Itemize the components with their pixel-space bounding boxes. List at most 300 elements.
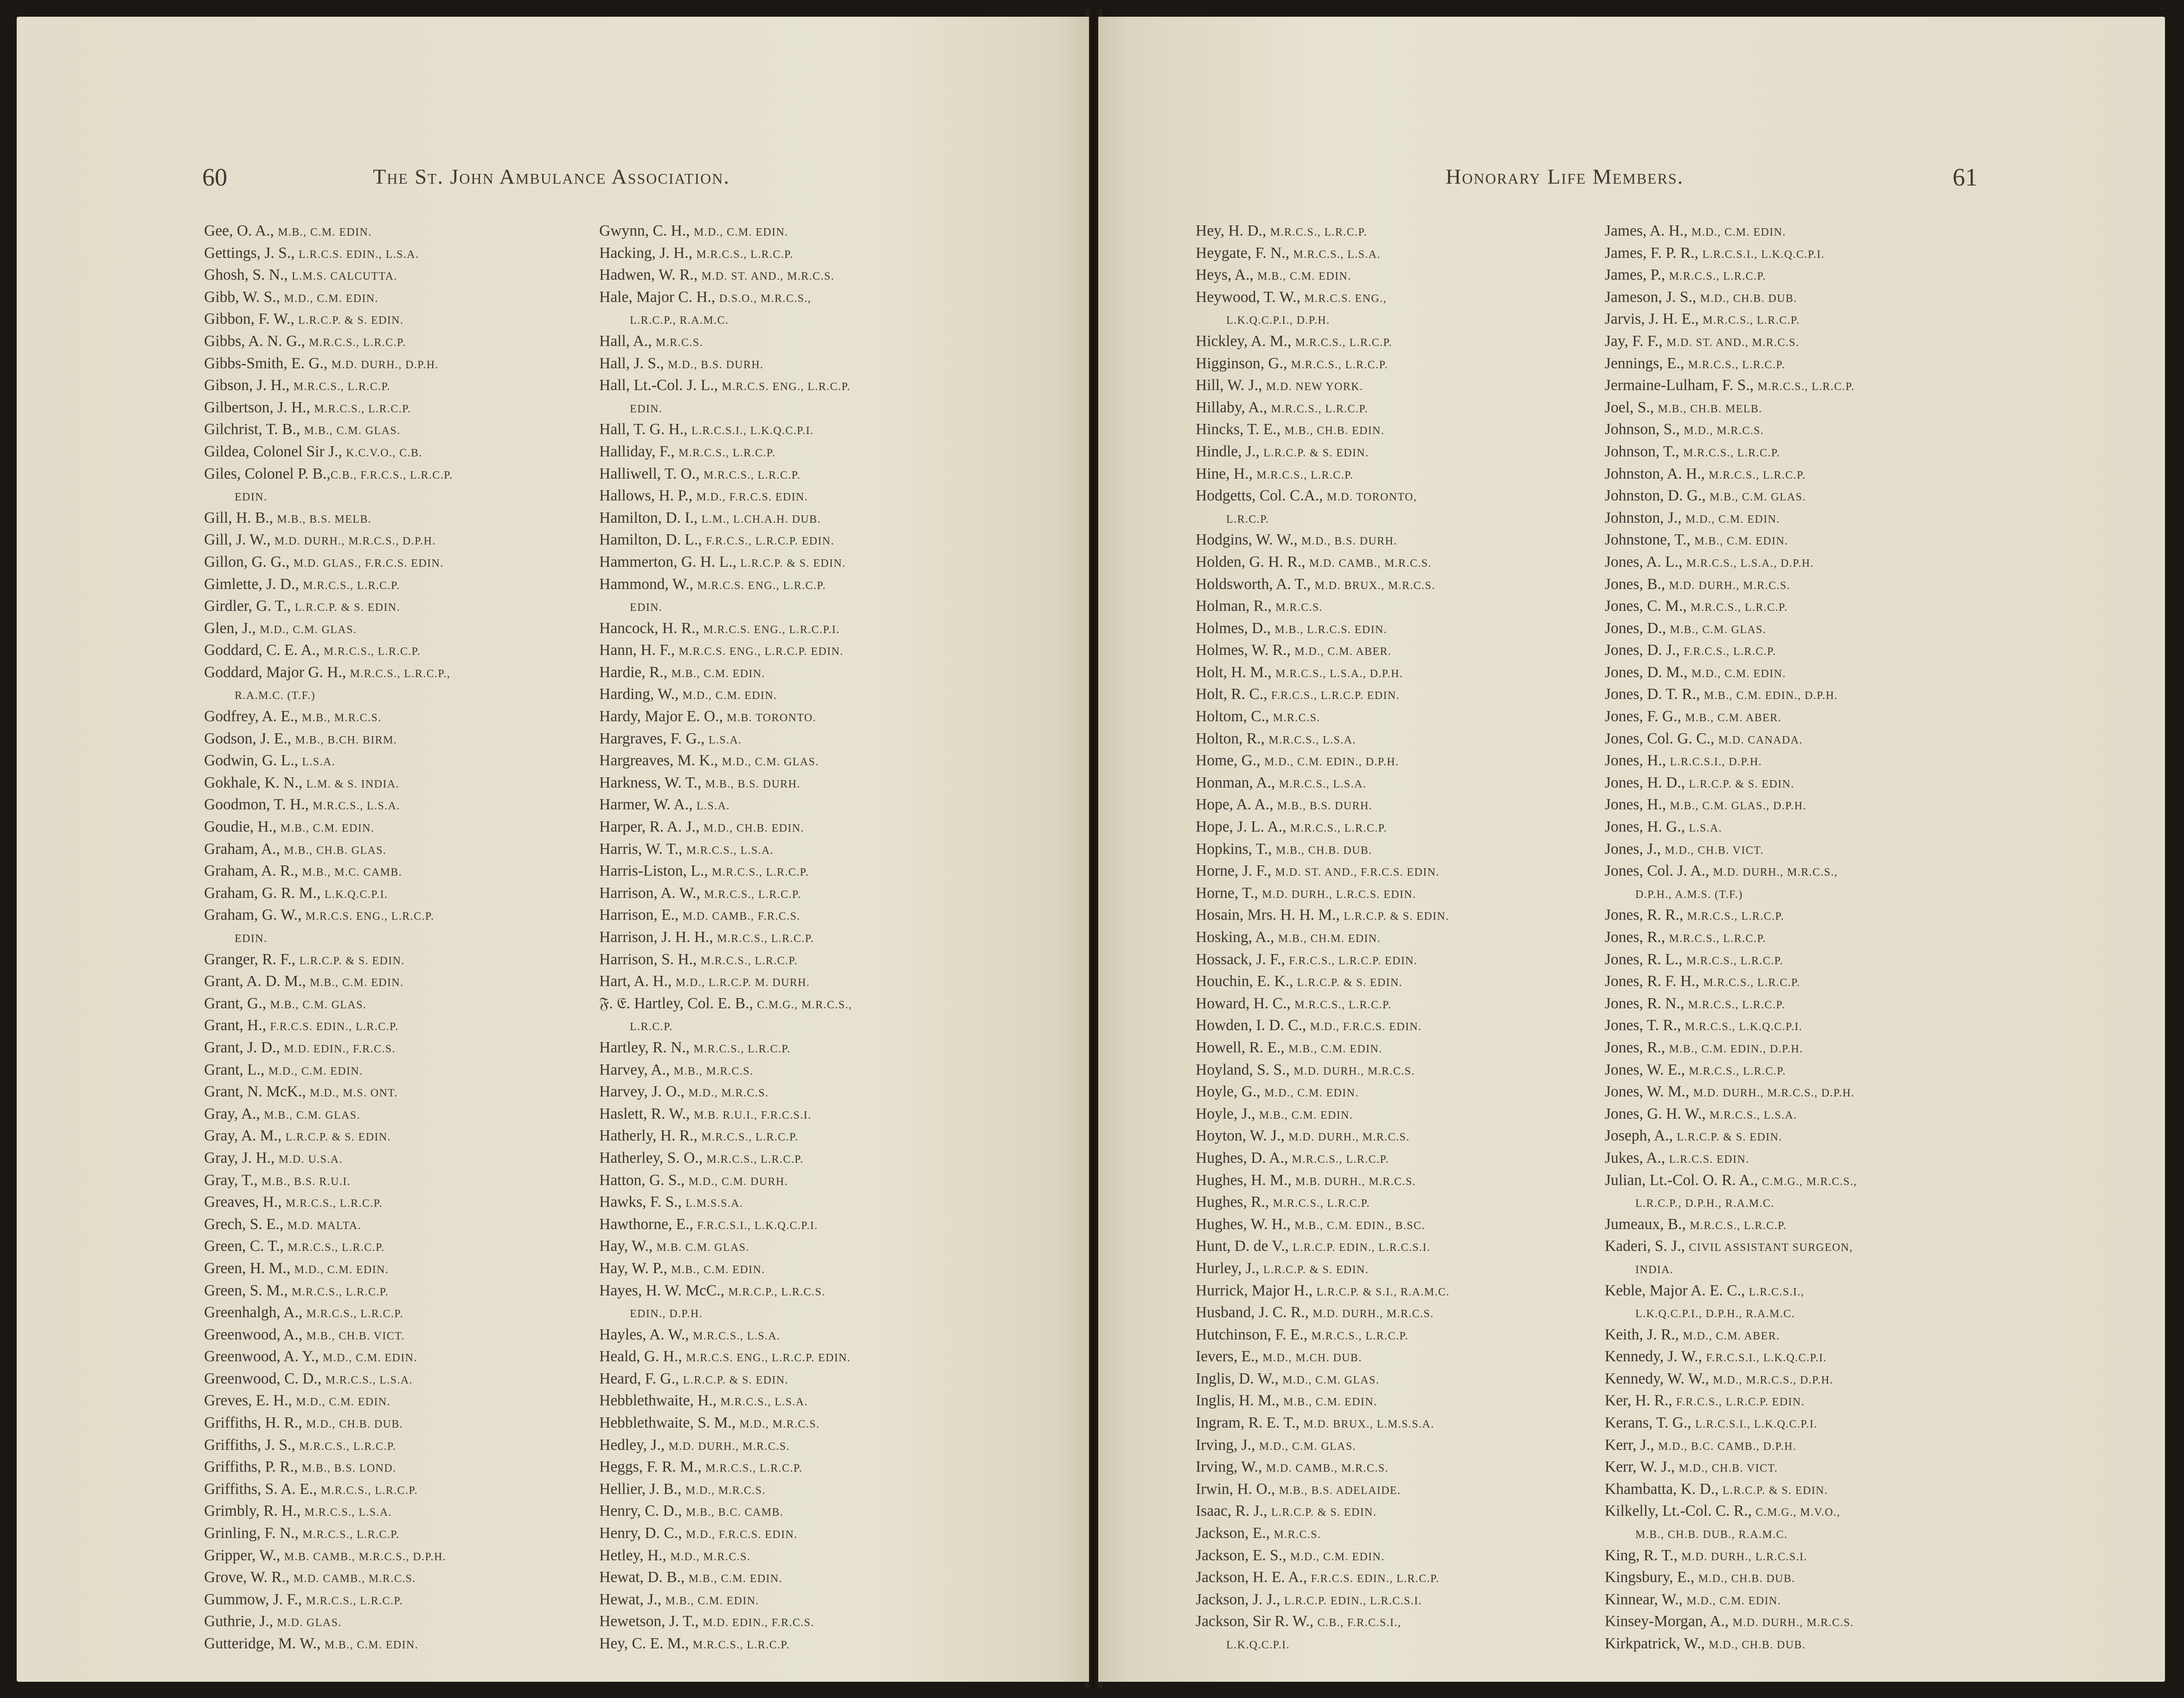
member-qualifications: M.B., B.S. ADELAIDE. (1279, 1484, 1401, 1497)
member-name: Hosking, A., (1196, 929, 1278, 946)
member-qualifications: M.R.C.S., L.R.C.P. (700, 955, 798, 967)
member-entry (599, 1567, 852, 1589)
member-entry (599, 750, 852, 773)
member-name: Holton, R., (1196, 730, 1269, 747)
member-name: Harrison, E., (599, 906, 683, 924)
member-qualifications: M.B., C.M. EDIN. (1259, 1109, 1353, 1121)
member-entry (1196, 1457, 1450, 1479)
member-name: Harrison, J. H. H., (599, 929, 717, 946)
member-entry (204, 574, 453, 596)
member-entry (599, 1258, 852, 1281)
member-name: Keble, Major A. E. C., (1605, 1282, 1749, 1299)
member-entry-continuation (1605, 883, 1857, 905)
member-name: Grimbly, R. H., (204, 1502, 305, 1520)
member-entry (1196, 1346, 1450, 1369)
member-name: Green, C. T., (204, 1237, 288, 1255)
member-entry (1605, 1634, 1857, 1656)
member-qualifications: EDIN. (235, 491, 268, 504)
member-qualifications: L.R.C.P. (1226, 513, 1269, 525)
member-qualifications: M.D., C.M. EDIN. (1685, 513, 1780, 525)
member-name: Howell, R. E., (1196, 1038, 1289, 1056)
member-qualifications: CIVIL ASSISTANT SURGEON, (1689, 1242, 1853, 1254)
member-qualifications: M.R.C.S., L.R.C.P. (693, 1043, 791, 1055)
member-qualifications: M.R.C.S., L.R.C.P. (679, 447, 776, 459)
member-name: Hewat, D. B., (599, 1569, 689, 1586)
member-name: Haslett, R. W., (599, 1105, 694, 1122)
member-entry (599, 949, 852, 972)
member-qualifications: M.D. CAMB., M.R.C.S. (1309, 557, 1432, 570)
member-qualifications: M.R.C.S., L.K.Q.C.P.I. (1684, 1021, 1803, 1033)
member-qualifications: M.R.C.S., L.R.C.P. (696, 248, 794, 261)
member-qualifications: M.D., CH.B. DUB. (306, 1418, 403, 1431)
member-qualifications: M.B. R.U.I., F.R.C.S.I. (693, 1109, 812, 1121)
member-entry-continuation (599, 309, 852, 331)
member-entry (1605, 839, 1857, 861)
member-name: Gilbertson, J. H., (204, 398, 314, 416)
member-name: Greenwood, A. Y., (204, 1348, 323, 1365)
member-name: Godwin, G. L., (204, 752, 302, 769)
member-name: Inglis, D. W., (1196, 1370, 1283, 1387)
member-qualifications: M.B., C.M. GLAS. (264, 1109, 360, 1121)
member-entry (1196, 1302, 1450, 1325)
member-name: Hartley, R. N., (599, 1038, 694, 1056)
member-qualifications: M.R.C.S., L.R.C.P., (350, 667, 451, 680)
member-name: Hawks, F. S., (599, 1193, 686, 1211)
member-entry (204, 1214, 453, 1237)
member-name: Harmer, W. A., (599, 796, 697, 814)
member-qualifications: M.R.C.S., L.S.A. (313, 800, 400, 813)
member-qualifications: M.B., C.M. EDIN. (671, 1263, 765, 1276)
member-name: Gilchrist, T. B., (204, 421, 304, 438)
member-name: Kirkpatrick, W., (1605, 1635, 1709, 1652)
member-name: Horne, T., (1196, 884, 1262, 902)
member-qualifications: M.B., C.M. EDIN. (665, 1595, 759, 1607)
member-entry (1605, 905, 1857, 927)
member-entry (1196, 1148, 1450, 1170)
member-name: Hardy, Major E. O., (599, 708, 727, 725)
member-name: Gutteridge, M. W., (204, 1635, 325, 1652)
member-entry (599, 331, 852, 353)
member-entry (599, 1148, 852, 1170)
member-qualifications: M.B. TORONTO. (727, 712, 816, 724)
member-entry (1605, 640, 1857, 662)
member-qualifications: L.R.C.P. EDIN., L.R.C.S.I. (1293, 1242, 1431, 1254)
member-qualifications: M.D. GLAS. (277, 1617, 342, 1629)
member-entry (599, 1082, 852, 1104)
member-entry (1196, 331, 1450, 353)
member-entry-continuation (1196, 309, 1450, 331)
member-entry (599, 442, 852, 464)
member-name: Jones, W. E., (1605, 1061, 1689, 1078)
member-qualifications: M.D. DURH., M.R.C.S. (1669, 579, 1791, 592)
member-entry (599, 817, 852, 839)
member-name: Hacking, J. H., (599, 244, 697, 262)
member-qualifications: L.M.S.S.A. (685, 1198, 743, 1210)
member-entry-continuation (1196, 1634, 1450, 1656)
member-name: Heard, F. G., (599, 1370, 683, 1387)
member-qualifications: M.R.C.S., L.R.C.P. (717, 933, 814, 945)
member-qualifications: M.D., B.C. CAMB., D.P.H. (1658, 1440, 1797, 1453)
member-entry (599, 1236, 852, 1258)
member-qualifications: M.D., M.CH. DUB. (1262, 1352, 1362, 1365)
member-qualifications: M.B. DURH., M.R.C.S. (1295, 1175, 1416, 1188)
member-qualifications: M.B., CH.B. EDIN. (1284, 425, 1385, 437)
member-entry (204, 1634, 453, 1656)
member-qualifications: L.R.C.P. & S. EDIN. (1297, 977, 1403, 989)
member-entry-continuation (1605, 1258, 1857, 1281)
member-name: Johnson, S., (1605, 421, 1684, 438)
member-entry (1196, 817, 1450, 839)
member-name: Gill, H. B., (204, 509, 277, 526)
member-name: Howden, I. D. C., (1196, 1017, 1310, 1034)
member-qualifications: M.D., L.R.C.P. M. DURH. (675, 977, 810, 989)
member-entry (1605, 1413, 1857, 1435)
member-entry (599, 1346, 852, 1369)
member-entry (1196, 729, 1450, 751)
member-entry (1605, 1390, 1857, 1413)
member-entry (204, 1457, 453, 1479)
member-name: Hancock, H. R., (599, 619, 704, 637)
member-entry (204, 1346, 453, 1369)
member-entry (1605, 1015, 1857, 1038)
member-qualifications: M.R.C.S., L.R.C.P. (1757, 381, 1855, 393)
member-name: Jennings, E., (1605, 354, 1688, 372)
member-entry (599, 1523, 852, 1545)
member-entry (599, 375, 852, 397)
member-qualifications: M.R.C.S., L.R.C.P. (1273, 1198, 1370, 1210)
member-name: Hargraves, F. G., (599, 730, 709, 747)
member-entry (599, 552, 852, 574)
member-qualifications: M.B., C.M. GLAS. (1670, 623, 1767, 636)
member-entry (204, 1501, 453, 1523)
member-qualifications: L.K.Q.C.P.I., D.P.H. (1226, 314, 1330, 327)
member-name: Jukes, A., (1605, 1149, 1669, 1166)
member-qualifications: L.K.Q.C.P.I. (324, 888, 388, 901)
member-entry (204, 331, 453, 353)
member-qualifications: L.K.Q.C.P.I., D.P.H., R.A.M.C. (1635, 1308, 1795, 1320)
member-qualifications: L.R.C.P. & S. EDIN. (1722, 1484, 1828, 1497)
member-name: Hughes, H. M., (1196, 1171, 1295, 1189)
member-entry (1196, 464, 1450, 486)
member-name: Kilkelly, Lt.-Col. C. R., (1605, 1502, 1756, 1520)
member-qualifications: M.R.C.S., L.R.C.P. (1294, 999, 1392, 1011)
member-qualifications: M.B., C.M. GLAS. (304, 425, 401, 437)
member-qualifications: M.D. DURH., M.R.C.S. (1313, 1308, 1434, 1320)
member-qualifications: M.D. CAMB., F.R.C.S. (682, 910, 801, 923)
member-qualifications: M.D., C.M. EDIN. (296, 1396, 391, 1409)
member-entry (204, 706, 453, 729)
member-entry (1605, 795, 1857, 817)
member-qualifications: M.D., F.R.C.S. EDIN. (696, 491, 808, 504)
member-name: Harvey, A., (599, 1061, 674, 1078)
member-name: James, P., (1605, 266, 1669, 284)
member-name: Halliwell, T. O., (599, 465, 704, 482)
member-name: Hurrick, Major H., (1196, 1282, 1317, 1299)
member-qualifications: M.B., C.M. EDIN. (688, 1573, 783, 1585)
member-entry (1196, 949, 1450, 972)
member-entry (599, 795, 852, 817)
member-qualifications: EDIN. (235, 933, 268, 945)
member-entry (204, 1281, 453, 1303)
member-name: Jones, D., (1605, 619, 1670, 637)
member-qualifications: M.B., B.S. DURH. (705, 778, 801, 790)
member-name: Jones, R., (1605, 1038, 1669, 1056)
member-name: Hossack, J. F., (1196, 950, 1289, 968)
member-name: Jones, H., (1605, 752, 1670, 769)
member-name: Heygate, F. N., (1196, 244, 1294, 262)
member-name: Giles, Colonel P. B., (204, 465, 331, 482)
member-entry (1196, 1413, 1450, 1435)
member-name: Jones, Col. J. A., (1605, 862, 1713, 880)
member-qualifications: M.D., C.M. EDIN. (1691, 667, 1786, 680)
member-qualifications: D.S.O., M.R.C.S., (719, 292, 812, 305)
member-name: Jermaine-Lulham, F. S., (1605, 377, 1758, 394)
member-qualifications: M.B., B.S. LOND. (301, 1462, 397, 1475)
member-name: Hurley, J., (1196, 1259, 1263, 1277)
member-name: Jackson, E. S., (1196, 1546, 1290, 1564)
running-head: Honorary Life Members. (1446, 165, 1684, 188)
member-name: Graham, G. R. M., (204, 884, 325, 902)
member-entry (204, 1611, 453, 1634)
member-name: Jones, A. L., (1605, 553, 1686, 570)
member-entry-continuation (599, 1302, 852, 1325)
member-entry (599, 1435, 852, 1457)
member-qualifications: M.R.C.S., L.R.C.P. (1292, 1153, 1389, 1166)
member-qualifications: M.D., CH.B. DUB. (1700, 292, 1797, 305)
member-name: Grant, N. McK., (204, 1083, 310, 1101)
member-name: Gray, A. M., (204, 1127, 286, 1145)
member-name: Johnson, T., (1605, 442, 1684, 460)
member-name: Hatton, G. S., (599, 1171, 689, 1189)
member-entry (1196, 574, 1450, 596)
member-entry (599, 1457, 852, 1479)
member-entry (1605, 287, 1857, 309)
member-name: Jones, R., (1605, 929, 1669, 946)
member-qualifications: L.R.C.S.I., L.K.Q.C.P.I. (1695, 1418, 1818, 1431)
member-qualifications: M.R.C.S., L.R.C.P. (1691, 602, 1788, 614)
member-name: Husband, J. C. R., (1196, 1304, 1313, 1321)
member-name: Hewetson, J. T., (599, 1613, 703, 1630)
member-name: Green, H. M., (204, 1259, 295, 1277)
member-name: Holmes, D., (1196, 619, 1275, 637)
member-qualifications: L.M.S. CALCUTTA. (291, 270, 397, 283)
member-entry (1605, 1236, 1857, 1258)
member-qualifications: M.D. DURH., M.R.C.S. (1732, 1617, 1854, 1629)
member-entry (599, 574, 852, 596)
member-qualifications: M.D., C.M. EDIN. (693, 226, 788, 238)
member-qualifications: M.B., C.M. EDIN. (1283, 1396, 1377, 1409)
member-qualifications: M.R.C.S., L.R.C.P. (1270, 226, 1367, 238)
member-entry (599, 706, 852, 729)
member-entry (1605, 684, 1857, 706)
member-name: Hindle, J., (1196, 442, 1264, 460)
member-entry (1196, 1082, 1450, 1104)
member-entry (204, 1060, 453, 1082)
member-entry (1196, 684, 1450, 706)
member-qualifications: L.R.C.P. & S. EDIN. (683, 1374, 788, 1386)
member-name: Jackson, E., (1196, 1525, 1274, 1542)
member-qualifications: L.R.C.S. EDIN. (1669, 1153, 1749, 1166)
member-qualifications: M.B., M.R.C.S. (673, 1065, 754, 1077)
member-entry (599, 729, 852, 751)
member-entry (204, 993, 453, 1016)
member-entry (1605, 331, 1857, 353)
member-name: Hann, H. F., (599, 641, 679, 659)
member-qualifications: EDIN. (630, 403, 663, 415)
member-name: Gibb, W. S., (204, 288, 284, 306)
member-qualifications: L.R.C.S.I., L.K.Q.C.P.I. (1702, 248, 1825, 261)
member-entry (1605, 552, 1857, 574)
member-name: Hewat, J., (599, 1590, 666, 1608)
member-entry (599, 353, 852, 376)
member-entry (1196, 1589, 1450, 1612)
member-name: Hetley, H., (599, 1546, 671, 1564)
member-qualifications: C.M.G., M.R.C.S., (1761, 1175, 1857, 1188)
member-name: Jones, G. H. W., (1605, 1105, 1710, 1122)
member-entry (1605, 1457, 1857, 1479)
member-name: Henry, C. D., (599, 1502, 686, 1520)
member-name: Hoyland, S. S., (1196, 1061, 1294, 1078)
member-qualifications: M.R.C.S., L.R.C.P. (306, 1308, 403, 1320)
member-entry (599, 662, 852, 685)
member-name: Grant, H., (204, 1017, 270, 1034)
member-entry (204, 419, 453, 442)
member-qualifications: M.B., C.M. GLAS. (270, 999, 367, 1011)
member-name: Gimlette, J. D., (204, 575, 303, 593)
member-entry (599, 684, 852, 706)
member-entry (599, 221, 852, 243)
member-qualifications: F.R.C.S.I., L.K.Q.C.P.I. (1706, 1352, 1827, 1365)
member-qualifications: M.R.C.P., L.R.C.S. (728, 1286, 826, 1298)
member-qualifications: M.R.C.S. ENG., L.R.C.P. (305, 910, 435, 923)
member-name: Granger, R. F., (204, 950, 300, 968)
member-entry (204, 265, 453, 287)
member-qualifications: M.B., B.C. CAMB. (685, 1506, 784, 1519)
member-name: Holt, R. C., (1196, 686, 1271, 703)
member-entry (1605, 1060, 1857, 1082)
member-entry (1196, 375, 1450, 397)
member-name: Holt, H. M., (1196, 663, 1276, 681)
member-entry (204, 1545, 453, 1568)
member-name: Hill, W. J., (1196, 377, 1266, 394)
member-qualifications: M.R.C.S., L.R.C.P. (299, 1440, 397, 1453)
member-entry (599, 993, 852, 1016)
member-entry (204, 839, 453, 861)
member-entry (1196, 397, 1450, 420)
member-name: Heywood, T. W., (1196, 288, 1305, 306)
member-qualifications: M.R.C.S., L.R.C.P. (1703, 314, 1800, 327)
member-name: Gibbs-Smith, E. G., (204, 354, 332, 372)
member-qualifications: L.S.A. (696, 800, 730, 813)
member-name: Greaves, H., (204, 1193, 286, 1211)
member-name: Harper, R. A. J., (599, 818, 704, 836)
running-head: The St. John Ambulance Association. (373, 165, 730, 188)
member-qualifications: M.D. DURH., M.R.C.S. (1294, 1065, 1415, 1077)
member-entry (204, 1126, 453, 1148)
member-qualifications: M.D., C.M. GLAS. (722, 756, 819, 769)
member-qualifications: M.B., C.M. GLAS., D.P.H. (1670, 800, 1806, 813)
member-entry (1196, 640, 1450, 662)
member-entry (204, 971, 453, 993)
member-entry (1196, 795, 1450, 817)
member-entry (204, 287, 453, 309)
member-qualifications: M.D., F.R.C.S. EDIN. (1310, 1021, 1422, 1033)
member-entry-continuation (204, 486, 453, 508)
member-name: Hamilton, D. L., (599, 531, 706, 549)
member-entry (1605, 706, 1857, 729)
name-column (204, 221, 453, 1656)
member-entry (1605, 662, 1857, 685)
member-entry (204, 1192, 453, 1214)
member-qualifications: M.R.C.S., L.R.C.P. (1295, 336, 1392, 349)
left-page (17, 17, 1089, 1682)
member-name: Jones, H. D., (1605, 774, 1689, 791)
member-qualifications: M.R.C.S. (1273, 712, 1320, 724)
member-entry (599, 419, 852, 442)
member-qualifications: M.D., C.M. EDIN. (1264, 1087, 1359, 1100)
member-entry (1605, 221, 1857, 243)
member-entry (1196, 530, 1450, 552)
member-qualifications: M.B., B.S. R.U.I. (262, 1175, 351, 1188)
member-entry (204, 1589, 453, 1612)
member-entry-continuation (204, 927, 453, 949)
member-qualifications: M.B., C.M. ABER. (1685, 712, 1781, 724)
member-qualifications: M.R.C.S., L.R.C.P. (1709, 469, 1806, 481)
member-entry (1196, 287, 1450, 309)
member-qualifications: M.D., M.R.C.S., D.P.H. (1713, 1374, 1833, 1386)
member-name: Heggs, F. R. M., (599, 1458, 706, 1476)
member-entry (204, 1523, 453, 1545)
member-name: Gibbon, F. W., (204, 310, 299, 328)
member-entry (1605, 1567, 1857, 1589)
member-name: Griffiths, H. R., (204, 1414, 306, 1432)
member-entry (1196, 1170, 1450, 1192)
member-entry (1605, 1104, 1857, 1126)
member-entry (1196, 486, 1450, 508)
member-name: Irving, W., (1196, 1458, 1266, 1476)
member-name: Hale, Major C. H., (599, 288, 719, 306)
member-entry (599, 1611, 852, 1634)
member-qualifications: M.D. NEW YORK. (1266, 381, 1364, 393)
member-entry (1605, 1148, 1857, 1170)
member-entry (599, 287, 852, 309)
member-entry (1196, 221, 1450, 243)
member-name: Johnston, D. G., (1605, 487, 1710, 505)
member-entry (1605, 375, 1857, 397)
member-qualifications: M.R.C.S., L.R.C.P. (293, 381, 391, 393)
member-qualifications: M.R.C.S., L.R.C.P. (306, 1595, 403, 1607)
member-entry (599, 773, 852, 795)
member-name: Kerr, J., (1605, 1436, 1658, 1454)
member-name: Jay, F. F., (1605, 332, 1667, 350)
member-qualifications: M.R.C.S. ENG., L.R.C.P. EDIN. (686, 1352, 851, 1365)
member-qualifications: M.D. BRUX., M.R.C.S. (1314, 579, 1435, 592)
member-name: Harrison, A. W., (599, 884, 705, 902)
member-name: Hardie, R., (599, 663, 672, 681)
member-entry (1605, 464, 1857, 486)
member-entry (1605, 1038, 1857, 1060)
member-name: Kaderi, S. J., (1605, 1237, 1689, 1255)
member-entry (204, 1104, 453, 1126)
member-qualifications: M.R.C.S., L.R.C.P. (1688, 999, 1785, 1011)
member-qualifications: L.R.C.P. & S. EDIN. (285, 1131, 391, 1144)
member-entry (1605, 1325, 1857, 1347)
member-name: Jackson, J. J., (1196, 1590, 1284, 1608)
member-entry (1605, 442, 1857, 464)
member-qualifications: M.R.C.S., L.R.C.P. (705, 1462, 803, 1475)
page-number: 60 (202, 163, 227, 191)
member-qualifications: M.R.C.S. (1275, 602, 1323, 614)
